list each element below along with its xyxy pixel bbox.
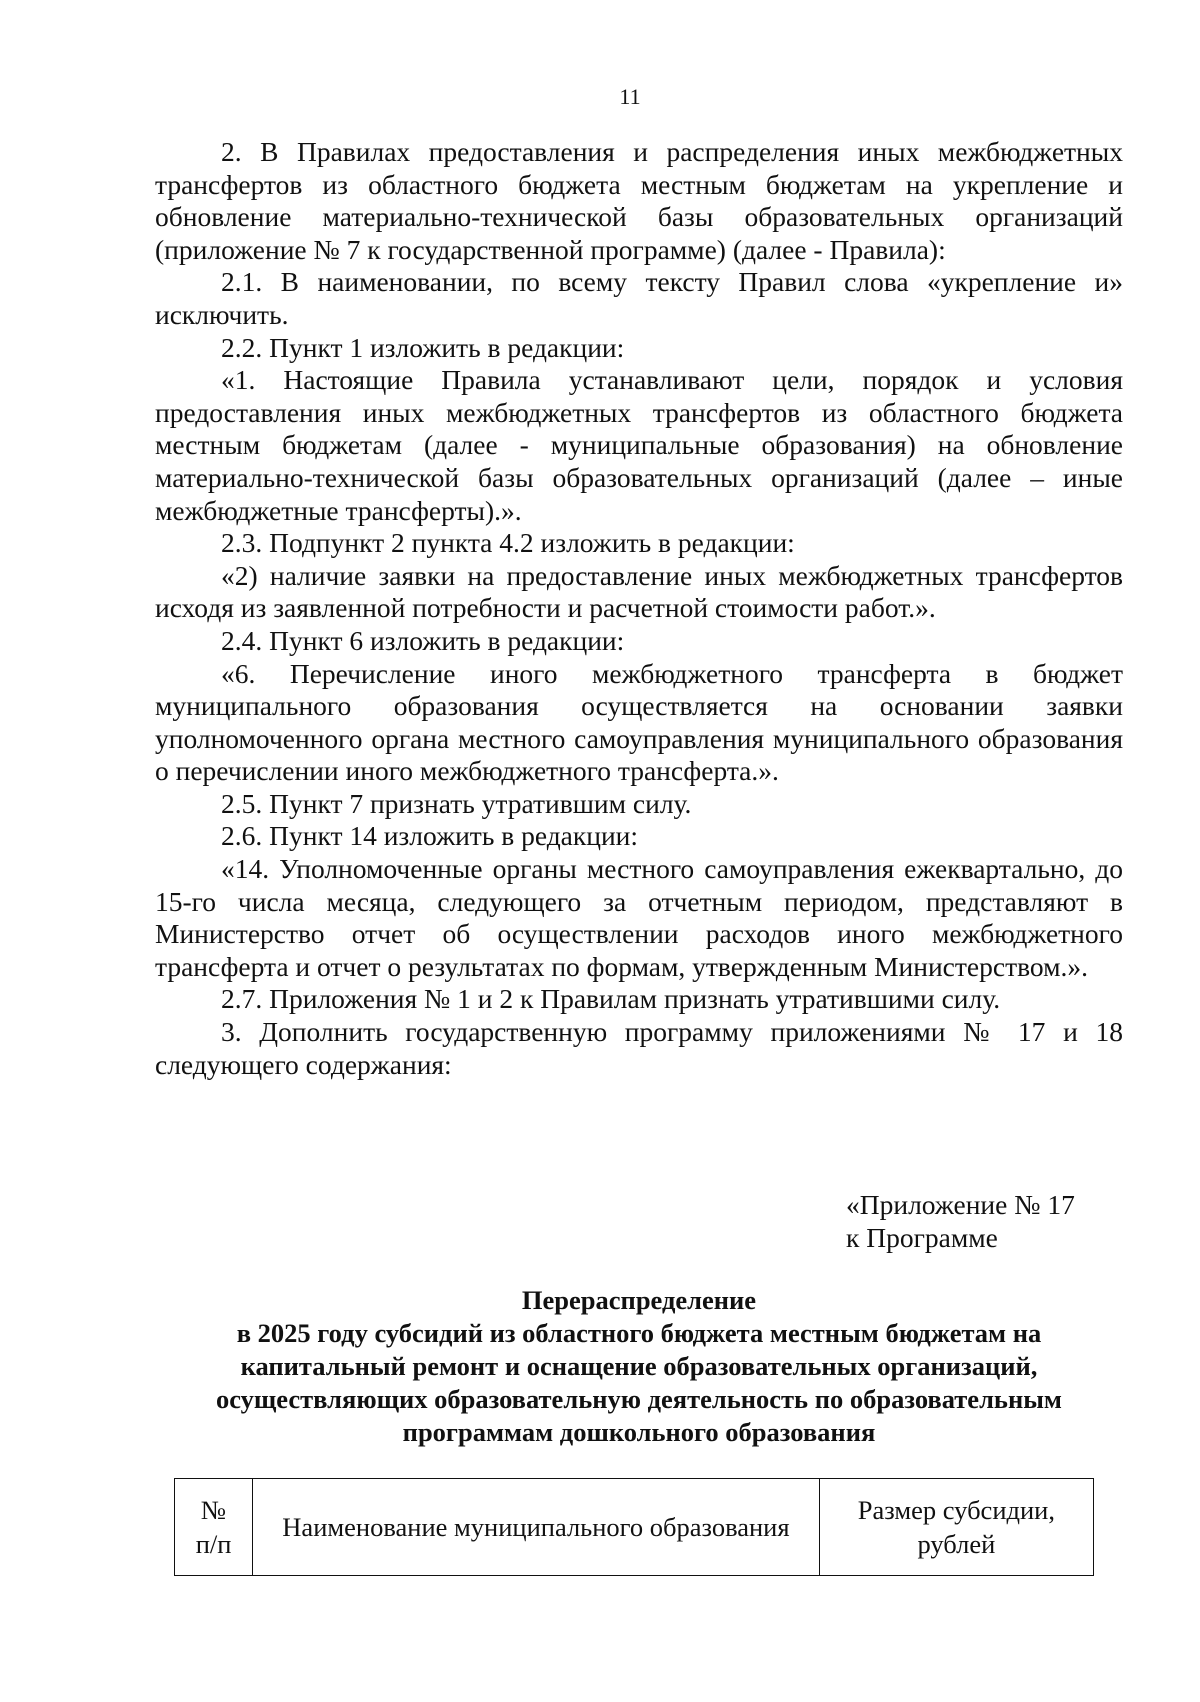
title-line: капитальный ремонт и оснащение образовательных организаций, [240, 1351, 1038, 1381]
paragraph-2-7: 2.7. Приложения № 1 и 2 к Правилам признать утратившими силу. [221, 983, 1001, 1015]
table-header-row [175, 1479, 1094, 1576]
appendix-title [155, 1284, 1123, 1449]
title-line: программам дошкольного образования [402, 1417, 876, 1447]
title-line: в 2025 году субсидий из областного бюджета местным бюджетам на [236, 1318, 1042, 1348]
header-number [175, 1479, 253, 1576]
header-number-line: № [200, 1495, 227, 1525]
paragraph-2-6-quote: «14. Уполномоченные органы местного самоуправления ежеквартально, до 15-го числа месяца, следующего за отчетным периодом, представляют в Министерство отчет об осуществлении расходов иного межбюджетного трансферта и отчет о результатах по формам, утвержденным Министерством.». [155, 853, 1123, 982]
paragraph-2-3: 2.3. Подпункт 2 пункта 4.2 изложить в редакции: [221, 527, 795, 559]
paragraph-2-4: 2.4. Пункт 6 изложить в редакции: [221, 624, 625, 656]
header-municipality-name: Наименование муниципального образования [253, 1479, 820, 1576]
title-line: осуществляющих образовательную деятельность по образовательным [216, 1384, 1062, 1414]
appendix-reference [846, 1188, 1075, 1254]
header-number-line: п/п [195, 1529, 232, 1559]
paragraph-2-5: 2.5. Пункт 7 признать утратившим силу. [221, 787, 692, 819]
subsidy-table [174, 1478, 1094, 1576]
document-body [155, 136, 1123, 1081]
paragraph-2-2: 2.2. Пункт 1 изложить в редакции: [221, 331, 625, 363]
paragraph-2-4-quote: «6. Перечисление иного межбюджетного трансферта в бюджет муниципального образования осуществляется на основании заявки уполномоченного органа местного самоуправления муниципального образования о перечислении иного межбюджетного трансферта.». [155, 657, 1123, 787]
paragraph-2-2-quote: «1. Настоящие Правила устанавливают цели, порядок и условия предоставления иных межбюджетных трансфертов из областного бюджета местным бюджетам (далее - муниципальные образования) на обновление материально-технической базы образовательных организаций (далее – иные межбюджетные трансферты).». [155, 364, 1123, 526]
page-number: 11 [619, 84, 641, 109]
paragraph-3: 3. Дополнить государственную программу приложениями № 17 и 18 следующего содержания: [155, 1016, 1123, 1080]
paragraph-2: 2. В Правилах предоставления и распределения иных межбюджетных трансфертов из областного бюджета местным бюджетам на укрепление и обновление материально-технической базы образовательных организаций (приложение № 7 к государственной программе) (далее - Правила): [155, 136, 1123, 265]
appendix-reference-line: «Приложение № 17 [846, 1189, 1075, 1220]
header-amount-line: Размер субсидии, [857, 1495, 1055, 1525]
paragraph-2-1: 2.1. В наименовании, по всему тексту Правил слова «укрепление и» исключить. [155, 266, 1123, 330]
title-line: Перераспределение [521, 1285, 757, 1315]
header-subsidy-amount [819, 1479, 1093, 1576]
appendix-reference-line: к Программе [846, 1222, 998, 1253]
header-amount-line: рублей [917, 1529, 996, 1559]
paragraph-2-3-quote: «2) наличие заявки на предоставление иных межбюджетных трансфертов исходя из заявленной потребности и расчетной стоимости работ.». [155, 559, 1123, 624]
paragraph-2-6: 2.6. Пункт 14 изложить в редакции: [221, 820, 639, 852]
